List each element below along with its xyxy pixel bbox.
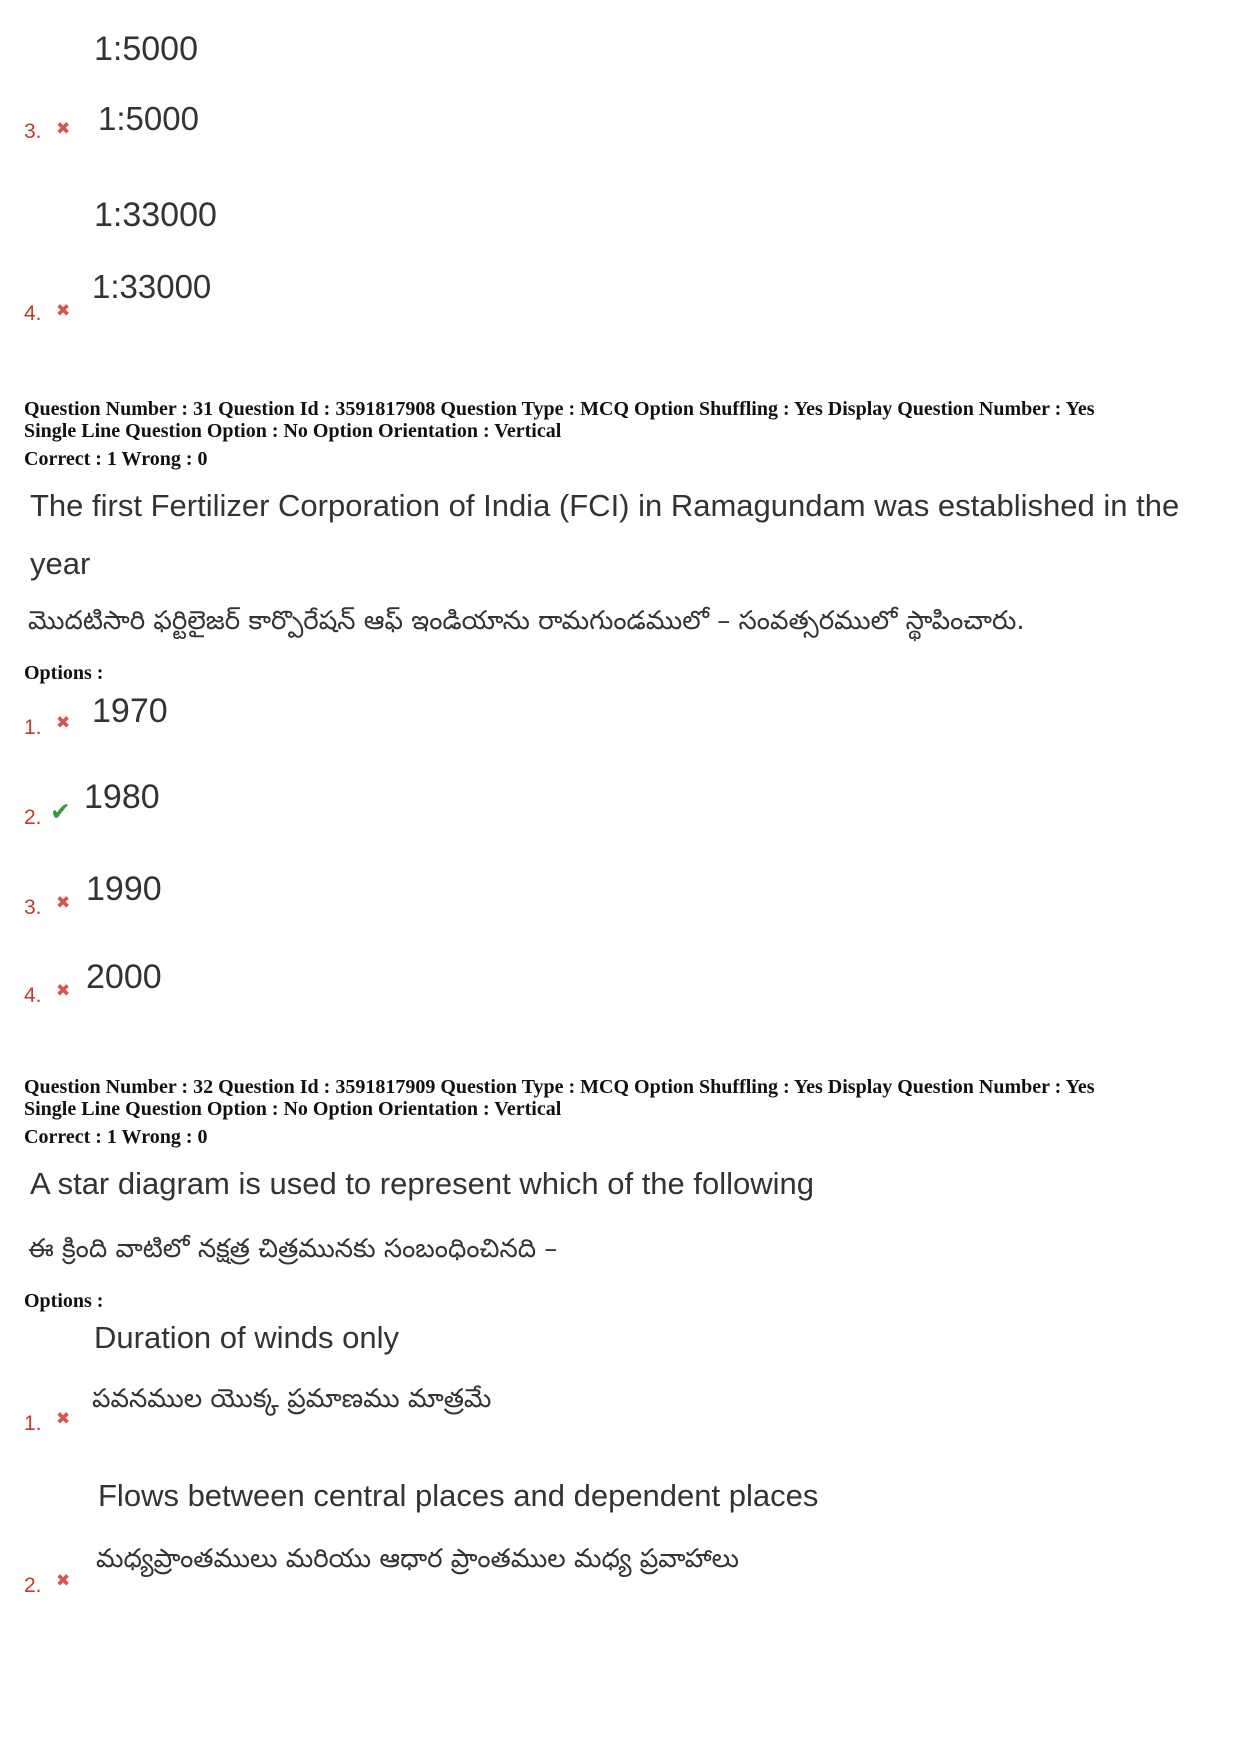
wrong-mark-icon: ✖ <box>56 981 71 1001</box>
question-score: Correct : 1 Wrong : 0 <box>24 1126 208 1148</box>
option-4-telugu: 1:33000 <box>92 268 212 305</box>
option-2-english: Flows between central places and dependent places <box>98 1478 819 1513</box>
wrong-mark-icon: ✖ <box>56 1409 71 1429</box>
question-text-english: A star diagram is used to represent which of the following <box>30 1166 815 1201</box>
question-text-english: The first Fertilizer Corporation of India (FCI) in Ramagundam was established in the <box>30 488 1180 523</box>
question-text-telugu: ఈ క్రింది వాటిలో నక్షత్ర చిత్రమునకు సంబంధించినది – <box>28 1234 558 1264</box>
wrong-mark-icon: ✖ <box>56 301 71 321</box>
question-text-english-cont: year <box>30 546 91 581</box>
option-3-english: 1:5000 <box>94 30 198 68</box>
options-label: Options : <box>24 662 104 684</box>
option-number: 1. <box>24 716 42 739</box>
option-number: 2. <box>24 1574 42 1597</box>
option-number: 3. <box>24 896 42 919</box>
option-number: 4. <box>24 302 42 325</box>
wrong-mark-icon: ✖ <box>56 1571 71 1591</box>
option-text: 1970 <box>92 692 168 730</box>
wrong-mark-icon: ✖ <box>56 893 71 913</box>
option-number: 2. <box>24 806 42 829</box>
wrong-mark-icon: ✖ <box>56 713 71 733</box>
option-number: 3. <box>24 120 42 143</box>
question-score: Correct : 1 Wrong : 0 <box>24 448 208 470</box>
option-2-telugu: మధ్యప్రాంతములు మరియు ఆధార ప్రాంతముల మధ్య ప్రవాహాలు <box>96 1544 740 1574</box>
option-4-english: 1:33000 <box>94 196 217 234</box>
question-meta-line1: Question Number : 32 Question Id : 3591817909 Question Type : MCQ Option Shuffling : Yes Display Question Number : Yes <box>24 1076 1095 1098</box>
option-1-english: Duration of winds only <box>94 1320 399 1355</box>
option-1-telugu: పవనముల యొక్క ప్రమాణము మాత్రమే <box>92 1384 492 1414</box>
option-number: 4. <box>24 984 42 1007</box>
correct-mark-icon: ✔ <box>50 797 71 826</box>
question-meta-line2: Single Line Question Option : No Option Orientation : Vertical <box>24 1098 562 1120</box>
options-label: Options : <box>24 1290 104 1312</box>
wrong-mark-icon: ✖ <box>56 119 71 139</box>
option-3-telugu: 1:5000 <box>98 100 199 137</box>
option-text: 1980 <box>84 778 160 816</box>
question-meta-line1: Question Number : 31 Question Id : 3591817908 Question Type : MCQ Option Shuffling : Yes Display Question Number : Yes <box>24 398 1095 420</box>
question-meta-line2: Single Line Question Option : No Option Orientation : Vertical <box>24 420 562 442</box>
option-text: 2000 <box>86 958 162 996</box>
option-number: 1. <box>24 1412 42 1435</box>
option-text: 1990 <box>86 870 162 908</box>
question-text-telugu: మొదటిసారి ఫర్టిలైజర్ కార్పొరేషన్ ఆఫ్ ఇండియాను రామగుండములో – సంవత్సరములో స్థాపించారు. <box>28 606 1025 636</box>
